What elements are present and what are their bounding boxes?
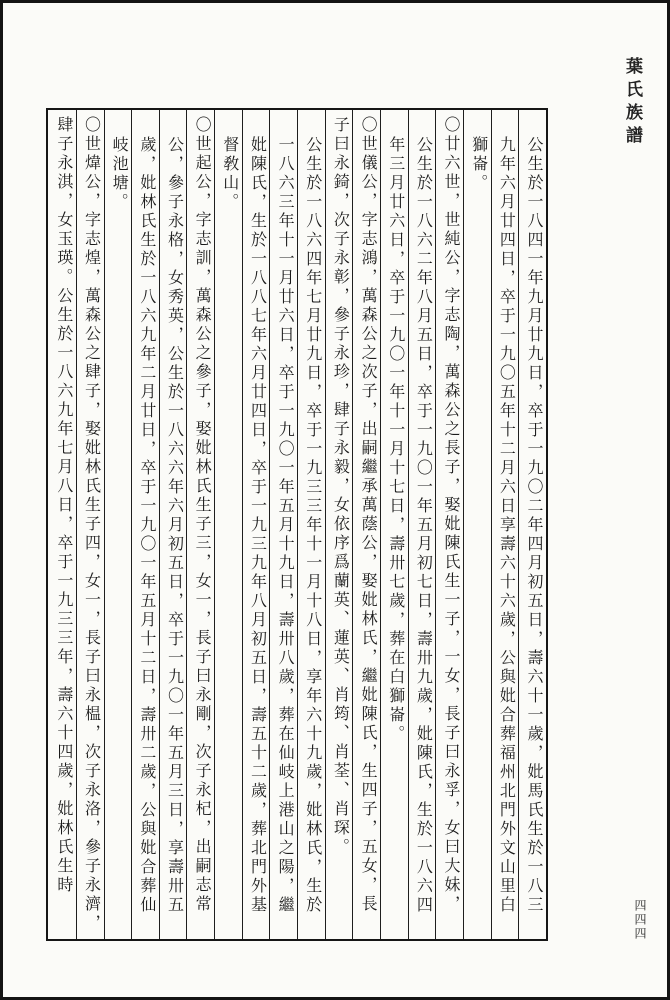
text-column-14 xyxy=(159,110,187,939)
text-column-5 xyxy=(408,110,436,939)
text-frame xyxy=(46,108,548,941)
text-column-6 xyxy=(380,110,408,939)
text-column-1 xyxy=(518,110,546,939)
text-column-18 xyxy=(48,110,76,939)
text-column-content: 公生於一八六二年八月五日，卒于一九〇一年五月初七日，壽卅九歲，妣陳氏，生於一八六四 xyxy=(414,136,432,915)
page-number: 四四四 xyxy=(633,899,647,941)
text-column-16 xyxy=(104,110,132,939)
book-margin-title: 葉氏族譜 xyxy=(623,57,642,149)
text-column-content: 〇世儀公，字志鴻，萬森公之次子，出嗣繼承萬蔭公，娶妣林氏，繼妣陳氏，生四子，五女，長 xyxy=(359,116,377,914)
text-column-content: 子曰永錡，次子永彰，參子永珍，肆子永毅，女依序爲蘭英、蓮英、肖筠、肖荃、肖琛。 xyxy=(331,116,349,857)
text-column-7 xyxy=(352,110,380,939)
text-column-content: 妣陳氏，生於一八八七年六月廿四日，卒于一九三九年八月初五日，壽五十二歲，葬北門外基 xyxy=(248,136,266,915)
text-column-content: 九年六月廿四日，卒于一九〇五年十二月六日享壽六十六歲，公與妣合葬福州北門外文山里白 xyxy=(497,136,515,915)
text-column-17 xyxy=(76,110,104,939)
text-column-content: 年三月廿六日，卒于一九〇一年十一月十七日，壽卅七歲，葬在白獅崙。 xyxy=(386,136,404,744)
text-column-4 xyxy=(435,110,463,939)
text-column-12 xyxy=(214,110,242,939)
text-column-content: 公生於一八六四年七月廿九日，卒于一九三三年十一月十八日，享年六十九歲，妣林氏，生於 xyxy=(303,136,321,915)
text-column-content: 督敎山。 xyxy=(220,136,238,212)
text-column-2 xyxy=(491,110,519,939)
text-column-content: 〇世煒公，字志煌，萬森公之肆子，娶妣林氏生子四，女一，長子曰永榅，次子永洛，參子永濟， xyxy=(82,116,100,933)
text-column-content: 歲，妣林氏生於一八六九年二月廿日，卒于一九〇一年五月十二日，壽卅二歲，公與妣合葬仙 xyxy=(137,136,155,915)
text-column-content: 一八六三年十一月廿六日，卒于一九〇一年五月十九日，壽卅八歲，葬在仙岐上港山之陽，繼 xyxy=(276,136,294,915)
text-column-content: 公生於一八四一年九月廿九日，卒于一九〇二年四月初五日，壽六十一歲，妣馬氏生於一八三 xyxy=(525,136,542,915)
text-column-3 xyxy=(463,110,491,939)
text-column-9 xyxy=(297,110,325,939)
text-column-content: 肆子永淇，女玉瑛。公生於一八六九年七月八日，卒于一九三三年，壽六十四歲，妣林氏生時 xyxy=(54,116,72,895)
text-column-content: 獅崙。 xyxy=(469,136,487,193)
text-column-13 xyxy=(186,110,214,939)
text-column-10 xyxy=(269,110,297,939)
text-column-content: 岐池塘。 xyxy=(110,136,128,212)
text-column-15 xyxy=(131,110,159,939)
text-column-8 xyxy=(325,110,353,939)
text-column-content: 〇世起公，字志訓，萬森公之參子，娶妣林氏生子三，女一，長子曰永剛，次子永杞，出嗣志常 xyxy=(193,116,211,914)
text-column-content: 公，參子永格，女秀英，公生於一八六六年六月初五日，卒于一九〇一年五月三日，享壽卅五 xyxy=(165,136,183,915)
text-column-content: 〇廿六世，世純公，字志陶，萬森公之長子，娶妣陳氏生一子，一女，長子曰永孚，女曰大妹， xyxy=(442,116,460,914)
text-column-11 xyxy=(242,110,270,939)
